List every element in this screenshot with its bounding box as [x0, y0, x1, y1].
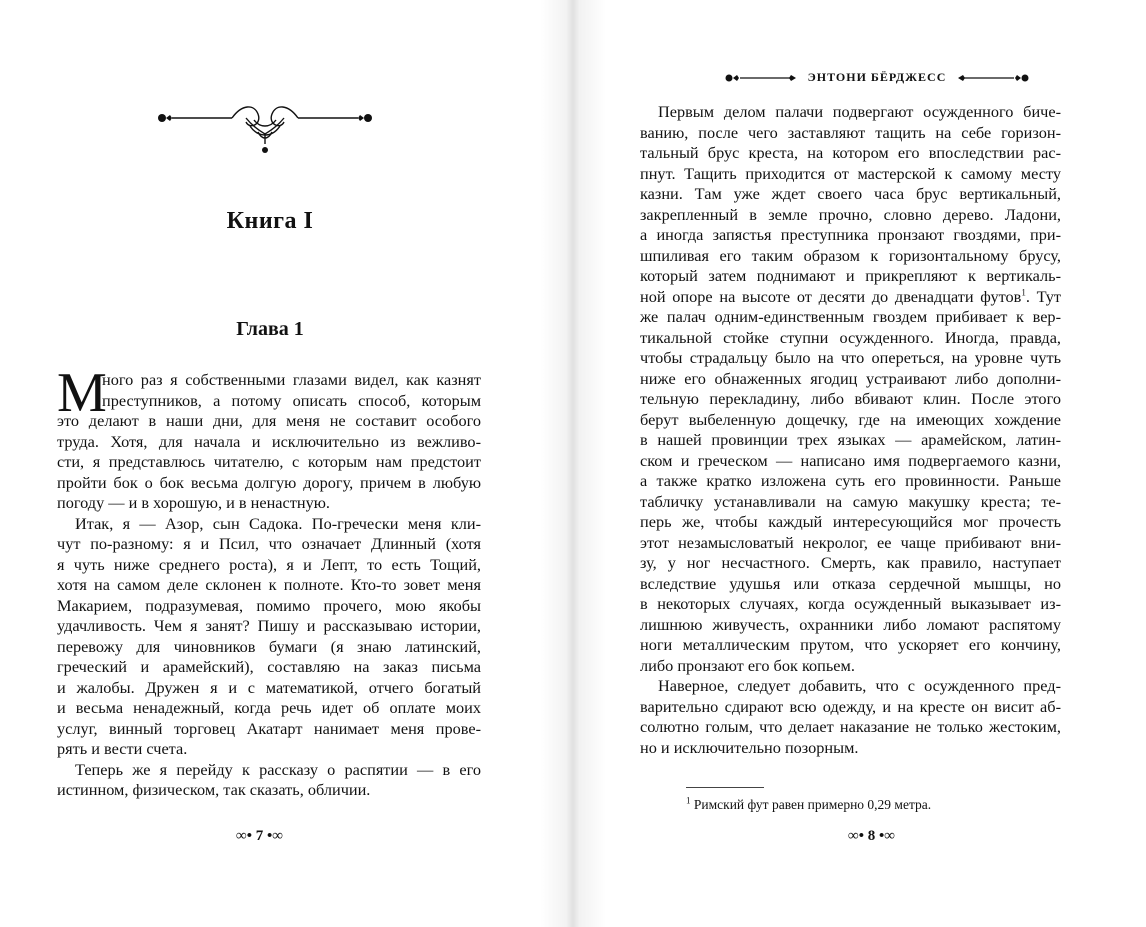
text-line: труда. Хотя, для начала и исключительно из вежливо-: [57, 431, 481, 451]
text-line: погоду — и в хорошую, и в ненастную.: [57, 493, 330, 512]
footnote-divider: [686, 787, 764, 788]
text-line: пнут. Тащить приходится от мастерской к самому месту: [640, 163, 1061, 183]
text-line: Итак, я — Азор, сын Садока. По-гречески меня кли-: [75, 513, 481, 533]
folio-ornament-left-icon: ∞•: [236, 828, 252, 844]
text-line: тальный брус креста, на котором его впоследствии рас-: [640, 143, 1061, 162]
footnote-number: 1: [686, 795, 691, 806]
footnote-text: Римский фут равен примерно 0,29 метра.: [693, 797, 932, 812]
left-body-text: [57, 411, 481, 801]
folio-ornament-left-icon: ∞•: [848, 828, 864, 844]
text-line: солютно голым, что делает наказание не только жестоким,: [640, 717, 1061, 736]
text-line: тельную перекладину, либо вбивают клин. После этого: [640, 389, 1061, 408]
footnote-marker[interactable]: 1: [1021, 287, 1026, 298]
text-line: либо пронзают его бок копьем.: [640, 655, 855, 675]
text-line: ском и греческом — написано имя подвергаемого казни,: [640, 450, 1061, 470]
text-line: который затем поднимают и прикрепляют к вертикаль-: [640, 266, 1061, 285]
folio-ornament-right-icon: •∞: [266, 828, 283, 844]
running-head-title: ЭНТОНИ БЁРДЖЕСС: [807, 70, 947, 84]
text-line: и жалобы. Дружен я и с математикой, отчего богатый: [57, 677, 481, 697]
text-line: перь же, чтобы каждый интересующийся мог прочесть: [640, 512, 1061, 531]
text-line: зу, у ног несчастного. Смерть, как правило, наступает: [640, 553, 1061, 572]
text-line: услуг, винный торговец Акатарт нанимает меня прове-: [57, 718, 481, 738]
text-line: этот незамысловатый некролог, ее чаще прибивают вни-: [640, 532, 1061, 552]
text-line: Наверное, следует добавить, что с осужденного пред-: [658, 676, 1061, 695]
text-line: удачливость. Чем я занят? Пишу и рассказываю истории,: [57, 616, 481, 635]
text-line: ванию, после чего заставляют тащить на себе горизон-: [640, 122, 1061, 142]
chapter-ornament: [150, 98, 380, 164]
text-line: и весьма ненадежный, когда речь идет об оплате моих: [57, 698, 481, 717]
text-line: ноги металлическим прутом, что ускоряет его кончину,: [640, 635, 1061, 654]
text-line: преступников, а потому описать способ, которым: [102, 390, 481, 410]
text-line: казни. Там уже ждет своего часа брус вертикальный,: [640, 184, 1061, 203]
footnote: [686, 797, 931, 813]
text-line: перевожу для чиновников бумаги (я знаю латинский,: [57, 636, 481, 656]
right-body-text: [640, 102, 1061, 758]
text-line: чтобы страдальцу было на что опереться, на уровне чуть: [640, 348, 1061, 367]
text-line: истинном, физическом, так сказать, обличии.: [57, 780, 371, 799]
text-line: я чуть ниже среднего роста), я и Лепт, то есть Тощий,: [57, 554, 481, 574]
text-line: Теперь же я перейду к рассказу о распятии — в его: [75, 759, 481, 779]
text-line: шпиливая его таким образом к горизонтальному брусу,: [640, 245, 1061, 265]
book-title: Книга I: [226, 208, 314, 234]
page-number-left: ∞• 7 •∞: [236, 828, 283, 844]
text-line: в некоторых случаях, когда осужденный выказывает из-: [640, 594, 1061, 613]
text-line: в нашей провинции трех языках — арамейском, латин-: [640, 430, 1061, 449]
text-line: пройти бок о бок весьма долгую дорогу, причем в любую: [57, 472, 481, 492]
text-line: варительно сдирают всю одежду, и на кресте он висит аб-: [640, 696, 1061, 716]
text-line: Первым делом палачи подвергают осужденного биче-: [658, 102, 1061, 121]
text-line: ниже его обнаженных ягодиц устраивают либо дополни-: [640, 368, 1061, 388]
text-line: но и исключительно позорным.: [640, 737, 859, 757]
chapter-title: Глава 1: [236, 318, 304, 340]
text-line: это делают в наши дни, для меня не составит особого: [57, 411, 481, 430]
text-line: берут выбеленную дощечку, где на имеющих хождение: [640, 409, 1061, 429]
text-line: чут по-разному: я и Псил, что означает Длинный (хотя: [57, 534, 481, 553]
text-line: хотя на самом деле склонен к полноте. Кто-то зовет меня: [57, 575, 481, 594]
text-line: тикальной стойке ступни осужденного. Иногда, правда,: [640, 327, 1061, 347]
text-line: а иногда запястья преступника пронзают гвоздями, при-: [640, 225, 1061, 244]
drop-cap: М: [57, 362, 107, 424]
text-line: рять и вести счета.: [57, 739, 188, 758]
page-number-right: ∞• 8 •∞: [848, 828, 895, 844]
text-line: а также кратко изложена суть его провинности. Раньше: [640, 471, 1061, 490]
text-line: ного раз я собственными глазами видел, как казнят: [102, 370, 481, 389]
text-line: табличку устанавливали на самую макушку креста; те-: [640, 491, 1061, 511]
text-line-with-footnote: ной опоре на высоте от десяти до двенадцати футов$^1$. Тут: [640, 286, 1061, 306]
drop-cap-lines: [102, 370, 481, 411]
text-line: же палач одним-единственным гвоздем прибивает к вер-: [640, 307, 1061, 326]
folio-ornament-right-icon: •∞: [878, 828, 895, 844]
text-line: Макарием, подразумевая, помимо прочего, мою якобы: [57, 595, 481, 615]
text-line: закрепленный в земле прочно, словно дерево. Ладони,: [640, 204, 1061, 224]
text-line: вследствие удушья или отказа сердечной мышцы, но: [640, 573, 1061, 593]
running-head: [724, 68, 1030, 88]
text-line: сти, я представлюсь читателю, с которым нам предстоит: [57, 452, 481, 471]
text-line: греческий и арамейский), составляю на заказ письма: [57, 657, 481, 676]
text-line: лишнюю живучесть, охранники либо ломают распятому: [640, 614, 1061, 634]
